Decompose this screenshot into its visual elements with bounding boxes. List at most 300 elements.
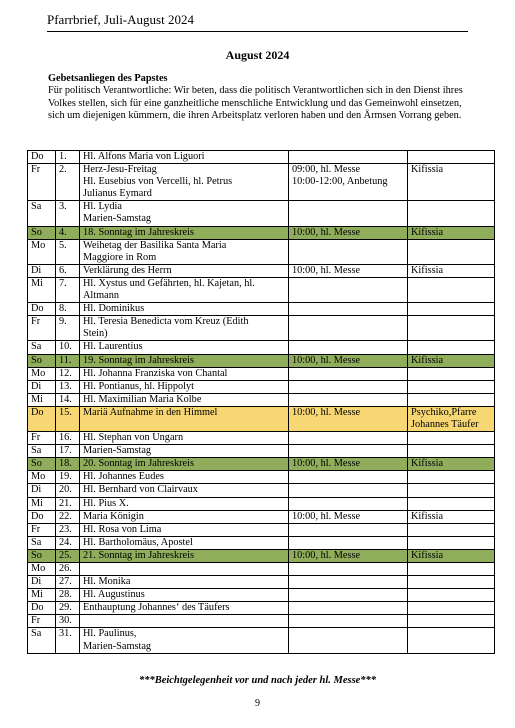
- date-cell: [56, 615, 80, 628]
- calendar-row: [28, 226, 495, 239]
- event-cell-line: Hl. Xystus und Gefährten, hl. Kajetan, hl.: [83, 277, 255, 289]
- date-cell-text: 23.: [59, 523, 72, 535]
- calendar-row: [28, 471, 495, 484]
- time-cell: [289, 226, 408, 239]
- day-cell-text: Sa: [31, 536, 42, 548]
- day-cell-text: Sa: [31, 201, 42, 213]
- page-header: Pfarrbrief, Juli-August 2024: [47, 12, 194, 27]
- header-rule: [47, 31, 468, 32]
- date-cell-text: 19.: [59, 471, 72, 483]
- date-cell: [56, 393, 80, 406]
- day-cell-text: Di: [31, 380, 42, 392]
- day-cell: [28, 201, 56, 226]
- event-cell-line: Hl. Dominikus: [83, 303, 145, 315]
- time-cell: [289, 536, 408, 549]
- event-cell-line: Marien-Samstag: [83, 640, 152, 652]
- time-cell: [289, 316, 408, 341]
- date-cell-text: 29.: [59, 602, 72, 614]
- time-cell-line: 10:00, hl. Messe: [292, 406, 361, 418]
- day-cell: [28, 549, 56, 562]
- date-cell-text: 30.: [59, 615, 72, 627]
- event-cell-line: 20. Sonntag im Jahreskreis: [83, 458, 194, 470]
- place-cell: [408, 226, 495, 239]
- day-cell-text: Sa: [31, 445, 42, 457]
- event-cell: [80, 164, 289, 201]
- event-cell: [80, 380, 289, 393]
- day-cell-text: Mo: [31, 471, 46, 483]
- event-cell: [80, 576, 289, 589]
- calendar-row: [28, 367, 495, 380]
- place-cell: [408, 484, 495, 497]
- day-cell-text: Mi: [31, 393, 44, 405]
- calendar-row: [28, 303, 495, 316]
- calendar-row: [28, 201, 495, 226]
- date-cell-text: 10.: [59, 341, 72, 353]
- event-cell-line: Hl. Augustinus: [83, 589, 145, 601]
- place-cell: [408, 563, 495, 576]
- day-cell-text: Di: [31, 264, 42, 276]
- page-number: 9: [255, 698, 260, 709]
- day-cell-text: Di: [31, 484, 42, 496]
- event-cell-line: Hl. Alfons Maria von Liguori: [83, 151, 205, 162]
- calendar-row: [28, 380, 495, 393]
- calendar-row: [28, 239, 495, 264]
- time-cell: [289, 164, 408, 201]
- date-cell: [56, 484, 80, 497]
- place-cell: [408, 201, 495, 226]
- place-cell-line: Kifissia: [411, 226, 444, 238]
- date-cell: [56, 277, 80, 302]
- date-cell: [56, 367, 80, 380]
- calendar-row: [28, 615, 495, 628]
- day-cell-text: Do: [31, 151, 44, 162]
- day-cell: [28, 615, 56, 628]
- prayer-intention-text: Für politisch Verantwortliche: Wir beten, dass die politisch Verantwortlichen sich in den Dienst ihres Volkes stellen, sich für eine ganzheitliche menschliche Entwicklung und das Gemeinwohl einsetzen, sich um diejenigen kümmern, die ihren Arbeitsplatz verloren haben und den Ärmsen Vorrang geben.: [48, 85, 463, 122]
- prayer-intention: [48, 73, 478, 123]
- calendar-row: [28, 628, 495, 653]
- time-cell: [289, 367, 408, 380]
- time-cell: [289, 239, 408, 264]
- day-cell-text: Fr: [31, 615, 41, 627]
- day-cell: [28, 316, 56, 341]
- event-cell-line: Altmann: [83, 290, 120, 302]
- date-cell: [56, 576, 80, 589]
- time-cell: [289, 354, 408, 367]
- day-cell-text: So: [31, 458, 42, 470]
- day-cell: [28, 497, 56, 510]
- day-cell-text: Fr: [31, 164, 41, 176]
- date-cell-text: 18.: [59, 458, 72, 470]
- date-cell: [56, 151, 80, 164]
- date-cell-text: 2.: [59, 164, 67, 176]
- day-cell: [28, 239, 56, 264]
- date-cell-text: 11.: [59, 354, 72, 366]
- date-cell: [56, 445, 80, 458]
- place-cell: [408, 445, 495, 458]
- place-cell: [408, 510, 495, 523]
- time-cell: [289, 264, 408, 277]
- event-cell-line: Hl. Eusebius von Vercelli, hl. Petrus: [83, 176, 233, 188]
- event-cell: [80, 354, 289, 367]
- event-cell: [80, 406, 289, 431]
- calendar-row: [28, 393, 495, 406]
- date-cell: [56, 406, 80, 431]
- time-cell: [289, 432, 408, 445]
- event-cell: [80, 277, 289, 302]
- event-cell: [80, 458, 289, 471]
- event-cell: [80, 303, 289, 316]
- day-cell-text: Mi: [31, 497, 44, 509]
- place-cell: [408, 316, 495, 341]
- date-cell-text: 17.: [59, 445, 72, 457]
- date-cell: [56, 536, 80, 549]
- place-cell: [408, 164, 495, 201]
- event-cell: [80, 471, 289, 484]
- date-cell: [56, 264, 80, 277]
- event-cell-line: Hl. Maximilian Maria Kolbe: [83, 393, 202, 405]
- day-cell-text: So: [31, 226, 42, 238]
- event-cell-line: Hl. Johannes Eudes: [83, 471, 164, 483]
- date-cell-text: 13.: [59, 380, 72, 392]
- event-cell-line: Maggiore in Rom: [83, 251, 157, 263]
- date-cell: [56, 563, 80, 576]
- date-cell: [56, 316, 80, 341]
- day-cell-text: Fr: [31, 523, 41, 535]
- event-cell: [80, 239, 289, 264]
- calendar-row: [28, 602, 495, 615]
- event-cell-line: 19. Sonntag im Jahreskreis: [83, 354, 194, 366]
- day-cell-text: Sa: [31, 341, 42, 353]
- place-cell: [408, 602, 495, 615]
- event-cell-line: Mariä Aufnahme in den Himmel: [83, 406, 218, 418]
- calendar-row: [28, 445, 495, 458]
- date-cell-text: 1.: [59, 151, 67, 162]
- place-cell: [408, 471, 495, 484]
- date-cell: [56, 432, 80, 445]
- day-cell-text: Fr: [31, 432, 41, 444]
- event-cell-line: Hl. Teresia Benedicta vom Kreuz (Edith: [83, 316, 249, 328]
- place-cell: [408, 615, 495, 628]
- event-cell-line: Stein): [83, 328, 108, 340]
- day-cell: [28, 277, 56, 302]
- time-cell: [289, 151, 408, 164]
- event-cell: [80, 445, 289, 458]
- event-cell-line: Julianus Eymard: [83, 188, 152, 200]
- date-cell: [56, 201, 80, 226]
- calendar-row: [28, 510, 495, 523]
- day-cell-text: Mi: [31, 589, 44, 601]
- date-cell: [56, 510, 80, 523]
- day-cell: [28, 303, 56, 316]
- place-cell: [408, 628, 495, 653]
- time-cell: [289, 628, 408, 653]
- date-cell: [56, 458, 80, 471]
- day-cell-text: Mo: [31, 367, 46, 379]
- date-cell-text: 12.: [59, 367, 72, 379]
- event-cell: [80, 615, 289, 628]
- day-cell: [28, 367, 56, 380]
- event-cell: [80, 393, 289, 406]
- time-cell-line: 10:00, hl. Messe: [292, 354, 361, 366]
- day-cell: [28, 264, 56, 277]
- place-cell: [408, 523, 495, 536]
- event-cell-line: Verklärung des Herrn: [83, 264, 172, 276]
- date-cell: [56, 380, 80, 393]
- day-cell: [28, 226, 56, 239]
- day-cell: [28, 602, 56, 615]
- date-cell-text: 16.: [59, 432, 72, 444]
- place-cell: [408, 497, 495, 510]
- event-cell-line: Hl. Bartholomäus, Apostel: [83, 536, 193, 548]
- calendar-row: [28, 432, 495, 445]
- place-cell-line: Kifissia: [411, 164, 444, 176]
- time-cell: [289, 497, 408, 510]
- date-cell: [56, 303, 80, 316]
- date-cell: [56, 341, 80, 354]
- calendar-row: [28, 264, 495, 277]
- date-cell: [56, 164, 80, 201]
- day-cell-text: Mi: [31, 277, 44, 289]
- event-cell-line: Hl. Pius X.: [83, 497, 129, 509]
- date-cell: [56, 602, 80, 615]
- event-cell-line: Hl. Lydia: [83, 201, 122, 213]
- event-cell: [80, 264, 289, 277]
- day-cell: [28, 354, 56, 367]
- place-cell-line: Kifissia: [411, 510, 444, 522]
- day-cell: [28, 445, 56, 458]
- place-cell: [408, 354, 495, 367]
- calendar-row: [28, 589, 495, 602]
- day-cell: [28, 576, 56, 589]
- event-cell-line: Hl. Bernhard von Clairvaux: [83, 484, 198, 496]
- event-cell: [80, 602, 289, 615]
- time-cell: [289, 523, 408, 536]
- place-cell-line: Kifissia: [411, 549, 444, 561]
- event-cell-line: Hl. Johanna Franziska von Chantal: [83, 367, 228, 379]
- calendar-row: [28, 563, 495, 576]
- time-cell-line: 10:00-12:00, Anbetung: [292, 176, 388, 188]
- place-cell-line: Kifissia: [411, 458, 444, 470]
- calendar-row: [28, 151, 495, 164]
- time-cell-line: 10:00, hl. Messe: [292, 510, 361, 522]
- date-cell: [56, 628, 80, 653]
- day-cell: [28, 471, 56, 484]
- event-cell-line: Hl. Pontianus, hl. Hippolyt: [83, 380, 194, 392]
- day-cell: [28, 510, 56, 523]
- time-cell: [289, 484, 408, 497]
- day-cell: [28, 432, 56, 445]
- event-cell: [80, 432, 289, 445]
- time-cell: [289, 602, 408, 615]
- time-cell: [289, 277, 408, 302]
- event-cell-line: 18. Sonntag im Jahreskreis: [83, 226, 194, 238]
- place-cell-line: Johannes Täufer: [411, 418, 479, 430]
- prayer-intention-heading: Gebetsanliegen des Papstes: [48, 73, 168, 84]
- place-cell-line: Kifissia: [411, 264, 444, 276]
- calendar-row: [28, 316, 495, 341]
- time-cell: [289, 615, 408, 628]
- place-cell: [408, 406, 495, 431]
- date-cell: [56, 354, 80, 367]
- day-cell: [28, 563, 56, 576]
- place-cell: [408, 239, 495, 264]
- time-cell-line: 10:00, hl. Messe: [292, 264, 361, 276]
- date-cell: [56, 549, 80, 562]
- date-cell: [56, 589, 80, 602]
- date-cell-text: 24.: [59, 536, 72, 548]
- calendar-row: [28, 536, 495, 549]
- day-cell: [28, 341, 56, 354]
- event-cell: [80, 628, 289, 653]
- page-title: August 2024: [225, 48, 290, 62]
- date-cell-text: 31.: [59, 628, 72, 640]
- event-cell: [80, 316, 289, 341]
- event-cell-line: Hl. Paulinus,: [83, 628, 137, 640]
- date-cell: [56, 226, 80, 239]
- day-cell-text: Do: [31, 303, 44, 315]
- time-cell-line: 09:00, hl. Messe: [292, 164, 361, 176]
- event-cell: [80, 510, 289, 523]
- calendar-table: [27, 150, 495, 654]
- event-cell-line: Weihetag der Basilika Santa Maria: [83, 239, 227, 251]
- place-cell: [408, 549, 495, 562]
- event-cell: [80, 341, 289, 354]
- day-cell: [28, 164, 56, 201]
- event-cell: [80, 201, 289, 226]
- event-cell: [80, 523, 289, 536]
- event-cell: [80, 484, 289, 497]
- place-cell: [408, 341, 495, 354]
- time-cell-line: 10:00, hl. Messe: [292, 549, 361, 561]
- event-cell: [80, 151, 289, 164]
- time-cell: [289, 576, 408, 589]
- place-cell: [408, 576, 495, 589]
- place-cell: [408, 432, 495, 445]
- calendar-row: [28, 458, 495, 471]
- date-cell-text: 26.: [59, 563, 72, 574]
- day-cell-text: Do: [31, 510, 44, 522]
- date-cell-text: 5.: [59, 239, 67, 251]
- day-cell: [28, 393, 56, 406]
- date-cell-text: 22.: [59, 510, 72, 522]
- time-cell: [289, 549, 408, 562]
- place-cell: [408, 151, 495, 164]
- calendar-row: [28, 164, 495, 201]
- time-cell: [289, 201, 408, 226]
- date-cell-text: 28.: [59, 589, 72, 601]
- day-cell: [28, 458, 56, 471]
- date-cell-text: 25.: [59, 549, 72, 561]
- time-cell-line: 10:00, hl. Messe: [292, 458, 361, 470]
- event-cell: [80, 536, 289, 549]
- day-cell: [28, 523, 56, 536]
- place-cell: [408, 589, 495, 602]
- day-cell-text: Do: [31, 406, 44, 418]
- time-cell: [289, 341, 408, 354]
- event-cell-line: Maria Königin: [83, 510, 144, 522]
- day-cell-text: Mo: [31, 563, 46, 574]
- day-cell: [28, 380, 56, 393]
- date-cell: [56, 239, 80, 264]
- day-cell-text: Mo: [31, 239, 46, 251]
- date-cell-text: 6.: [59, 264, 67, 276]
- calendar-row: [28, 277, 495, 302]
- place-cell: [408, 277, 495, 302]
- time-cell: [289, 563, 408, 576]
- date-cell-text: 27.: [59, 576, 72, 588]
- place-cell: [408, 380, 495, 393]
- confession-note: ***Beichtgelegenheit vor und nach jeder hl. Messe***: [138, 675, 377, 686]
- day-cell-text: Sa: [31, 628, 42, 640]
- calendar-row: [28, 484, 495, 497]
- time-cell: [289, 303, 408, 316]
- event-cell-line: Herz-Jesu-Freitag: [83, 164, 157, 176]
- calendar-row: [28, 549, 495, 562]
- time-cell-line: 10:00, hl. Messe: [292, 226, 361, 238]
- date-cell-text: 14.: [59, 393, 72, 405]
- event-cell-line: Marien-Samstag: [83, 445, 152, 457]
- time-cell: [289, 589, 408, 602]
- place-cell-line: Kifissia: [411, 354, 444, 366]
- event-cell-line: Hl. Stephan von Ungarn: [83, 432, 184, 444]
- event-cell: [80, 549, 289, 562]
- time-cell: [289, 380, 408, 393]
- day-cell: [28, 151, 56, 164]
- event-cell: [80, 563, 289, 576]
- calendar-row: [28, 406, 495, 431]
- day-cell-text: Di: [31, 576, 42, 588]
- day-cell: [28, 536, 56, 549]
- time-cell: [289, 510, 408, 523]
- place-cell-line: Psychiko,Pfarre: [411, 406, 477, 418]
- date-cell-text: 4.: [59, 226, 67, 238]
- date-cell: [56, 523, 80, 536]
- day-cell: [28, 484, 56, 497]
- place-cell: [408, 264, 495, 277]
- day-cell-text: So: [31, 549, 42, 561]
- time-cell: [289, 458, 408, 471]
- date-cell-text: 9.: [59, 316, 67, 328]
- day-cell: [28, 589, 56, 602]
- day-cell-text: Do: [31, 602, 44, 614]
- event-cell-line: 21. Sonntag im Jahreskreis: [83, 549, 194, 561]
- event-cell-line: Marien-Samstag: [83, 213, 152, 225]
- date-cell-text: 7.: [59, 277, 67, 289]
- event-cell: [80, 589, 289, 602]
- place-cell: [408, 536, 495, 549]
- day-cell-text: Fr: [31, 316, 41, 328]
- date-cell-text: 15.: [59, 406, 72, 418]
- date-cell: [56, 471, 80, 484]
- time-cell: [289, 393, 408, 406]
- calendar-row: [28, 576, 495, 589]
- place-cell: [408, 303, 495, 316]
- time-cell: [289, 406, 408, 431]
- date-cell-text: 8.: [59, 303, 67, 315]
- event-cell: [80, 497, 289, 510]
- event-cell: [80, 226, 289, 239]
- event-cell-line: Hl. Laurentius: [83, 341, 143, 353]
- time-cell: [289, 445, 408, 458]
- calendar-row: [28, 497, 495, 510]
- place-cell: [408, 458, 495, 471]
- day-cell: [28, 628, 56, 653]
- calendar-row: [28, 341, 495, 354]
- event-cell-line: Hl. Monika: [83, 576, 131, 588]
- date-cell: [56, 497, 80, 510]
- calendar-row: [28, 354, 495, 367]
- day-cell-text: So: [31, 354, 42, 366]
